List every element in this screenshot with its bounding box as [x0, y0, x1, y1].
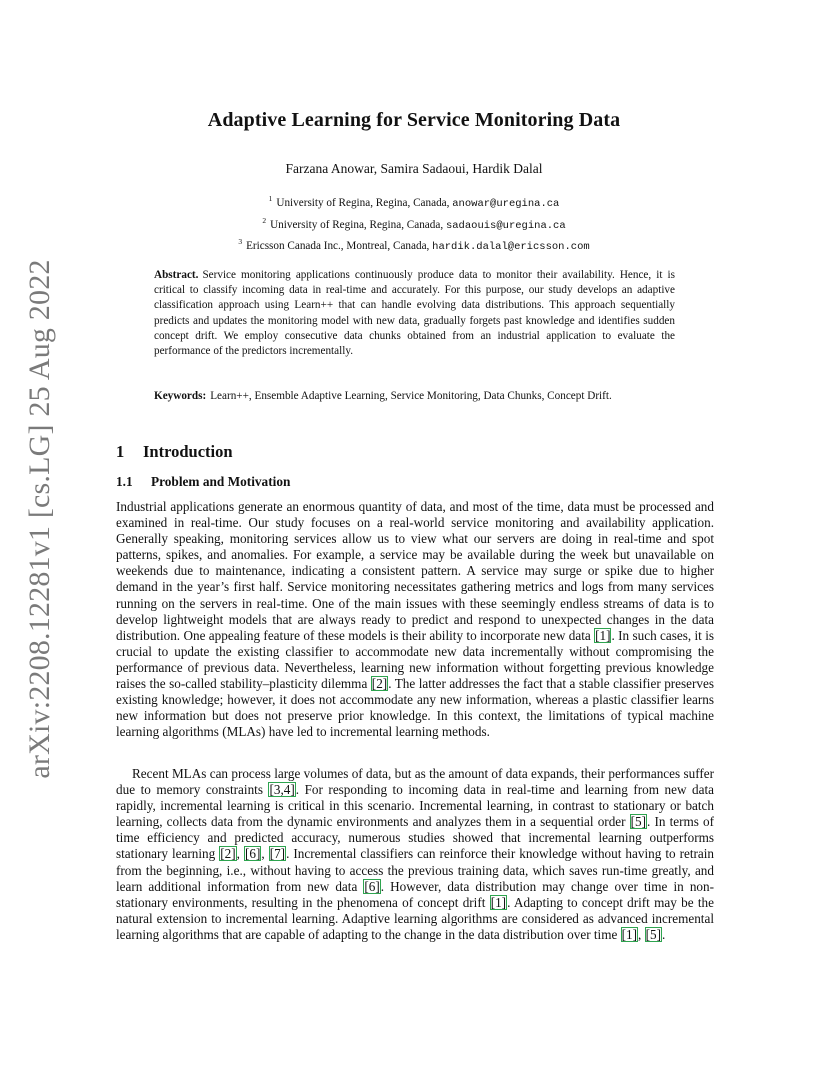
affiliation-line: [0, 234, 828, 256]
affiliation-line: [0, 191, 828, 213]
text-run: . Incremental classifiers can reinforce their knowledge without having to retrain from the beginning, i.e., without having to access the previous training data, which saves run-time greatly, and learn additional information from new data: [116, 846, 715, 894]
citation-link[interactable]: [1]: [595, 627, 611, 643]
text-run: Recent MLAs can process large volumes of data, but as the amount of data expands, their performances suffer due to memory constraints: [116, 766, 714, 798]
text-run: .: [662, 926, 666, 942]
citation-link[interactable]: [7]: [269, 846, 286, 862]
affiliation-line: [0, 213, 828, 235]
text-run: ,: [236, 846, 244, 862]
citation-link[interactable]: [6]: [364, 878, 380, 894]
text-run: . However, data distribution may change over time in non-stationary environments, resulting in the phenomena of concept drift: [116, 878, 714, 910]
author-list: Farzana Anowar, Samira Sadaoui, Hardik Dalal: [285, 161, 543, 176]
citation-link[interactable]: [1]: [490, 894, 507, 910]
affiliation-email[interactable]: hardik.dalal@ericsson.com: [432, 241, 590, 253]
affiliation-text: University of Regina, Regina, Canada,: [270, 218, 444, 231]
paper-title: Adaptive Learning for Service Monitoring Data: [207, 109, 621, 131]
citation-link[interactable]: [2]: [220, 846, 236, 862]
text-run: . Adapting to concept drift may be the natural extension to incremental learning. Adaptive learning algorithms are considered as advanced incremental learning algorithms that are capable of adapting to the change in the data distribution over time: [116, 894, 714, 942]
text-run: Industrial applications generate an enormous quantity of data, and most of the time, data must be processed and examined in real-time. Our study focuses on a real-world service monitoring and availability application. Generally speaking, monitoring services allow us to view what our servers are doing in real-time and spot patterns, spikes, and anomalies. For example, a service may be available during the week but unavailable on weekends due to maintenance, indicating a consistent pattern. A service may surge or spike due to higher demand in the year’s first half. Service monitoring necessitates gathering metrics and logs from many services running on the servers in real-time. One of the main issues with these seemingly endless streams of data is to develop lightweight models that are always ready to predict and respond to unexpected changes in the data distribution. One appealing feature of these models is their ability to incorporate new data: [116, 499, 714, 643]
keywords-block: [154, 389, 675, 404]
text-run: ,: [638, 926, 645, 942]
text-run: . In terms of time efficiency and predicted accuracy, numerous studies showed that incremental learning outperforms stationary learning: [116, 814, 714, 862]
citation-link[interactable]: [5]: [630, 814, 647, 830]
citation-link[interactable]: [2]: [371, 676, 388, 692]
section-heading: [116, 442, 233, 462]
body-paragraph-2: [116, 766, 714, 943]
citation-link[interactable]: [5]: [645, 926, 661, 942]
arxiv-margin-stamp: arXiv:2208.12281v1 [cs.LG] 25 Aug 2022: [23, 259, 56, 779]
affiliation-mark: 3: [238, 237, 243, 246]
text-run: . In such cases, it is crucial to update the existing classifier to accommodate new data incrementally without compromising the performance of previous data. Nevertheless, learning new information without forgetting previous knowledge raises the so-called stability–plasticity dilemma: [116, 627, 714, 692]
text-run: . For responding to incoming data in real-time and learning from new data rapidly, incremental learning is critical in this scenario. Incremental learning, in contrast to stationary or batch learning, collects data from the dynamic environments and analyzes them in a sequential order: [116, 782, 714, 830]
abstract-text: Service monitoring applications continuously produce data to monitor their availability. Hence, it is critical to classify incoming data in real-time and accurately. For this purpose, our study develops an adaptive classification approach using Learn++ that can handle evolving data distributions. This approach sequentially predicts and updates the monitoring model with new data, gradually forgets past knowledge and identifies sudden concept drift. We employ consecutive data chunks obtained from an industrial application to evaluate the performance of the predictors incrementally.: [154, 269, 675, 358]
abstract-block: [154, 268, 675, 359]
citation-link[interactable]: [6]: [244, 846, 261, 862]
section-number: 1: [116, 442, 125, 461]
text-run: . The latter addresses the fact that a stable classifier preserves existing knowledge; however, it does not accommodate any new information, whereas a plastic classifier learns new information but does not preserve prior knowledge. In this context, the limitations of typical machine learning algorithms (MLAs) have led to incremental learning methods.: [116, 676, 714, 740]
subsection-heading: [116, 474, 290, 490]
keywords-text: Learn++, Ensemble Adaptive Learning, Service Monitoring, Data Chunks, Concept Drift.: [210, 390, 612, 402]
abstract-label: Abstract.: [154, 269, 199, 281]
affiliation-mark: 1: [268, 194, 273, 203]
citation-link[interactable]: [1]: [621, 926, 638, 942]
citation-link[interactable]: [3,4]: [269, 782, 295, 798]
subsection-title: Problem and Motivation: [151, 474, 291, 489]
section-title: Introduction: [143, 442, 233, 461]
affiliation-mark: 2: [262, 215, 267, 225]
body-paragraph-1: [116, 499, 714, 740]
affiliation-text: University of Regina, Regina, Canada,: [276, 197, 450, 209]
affiliations: [0, 191, 828, 256]
affiliation-email[interactable]: anowar@uregina.ca: [452, 198, 560, 210]
keywords-label: Keywords:: [154, 390, 207, 402]
affiliation-text: Ericsson Canada Inc., Montreal, Canada,: [246, 240, 430, 252]
affiliation-email[interactable]: sadaouis@uregina.ca: [445, 219, 566, 232]
text-run: ,: [261, 846, 269, 862]
subsection-number: 1.1: [116, 474, 133, 489]
